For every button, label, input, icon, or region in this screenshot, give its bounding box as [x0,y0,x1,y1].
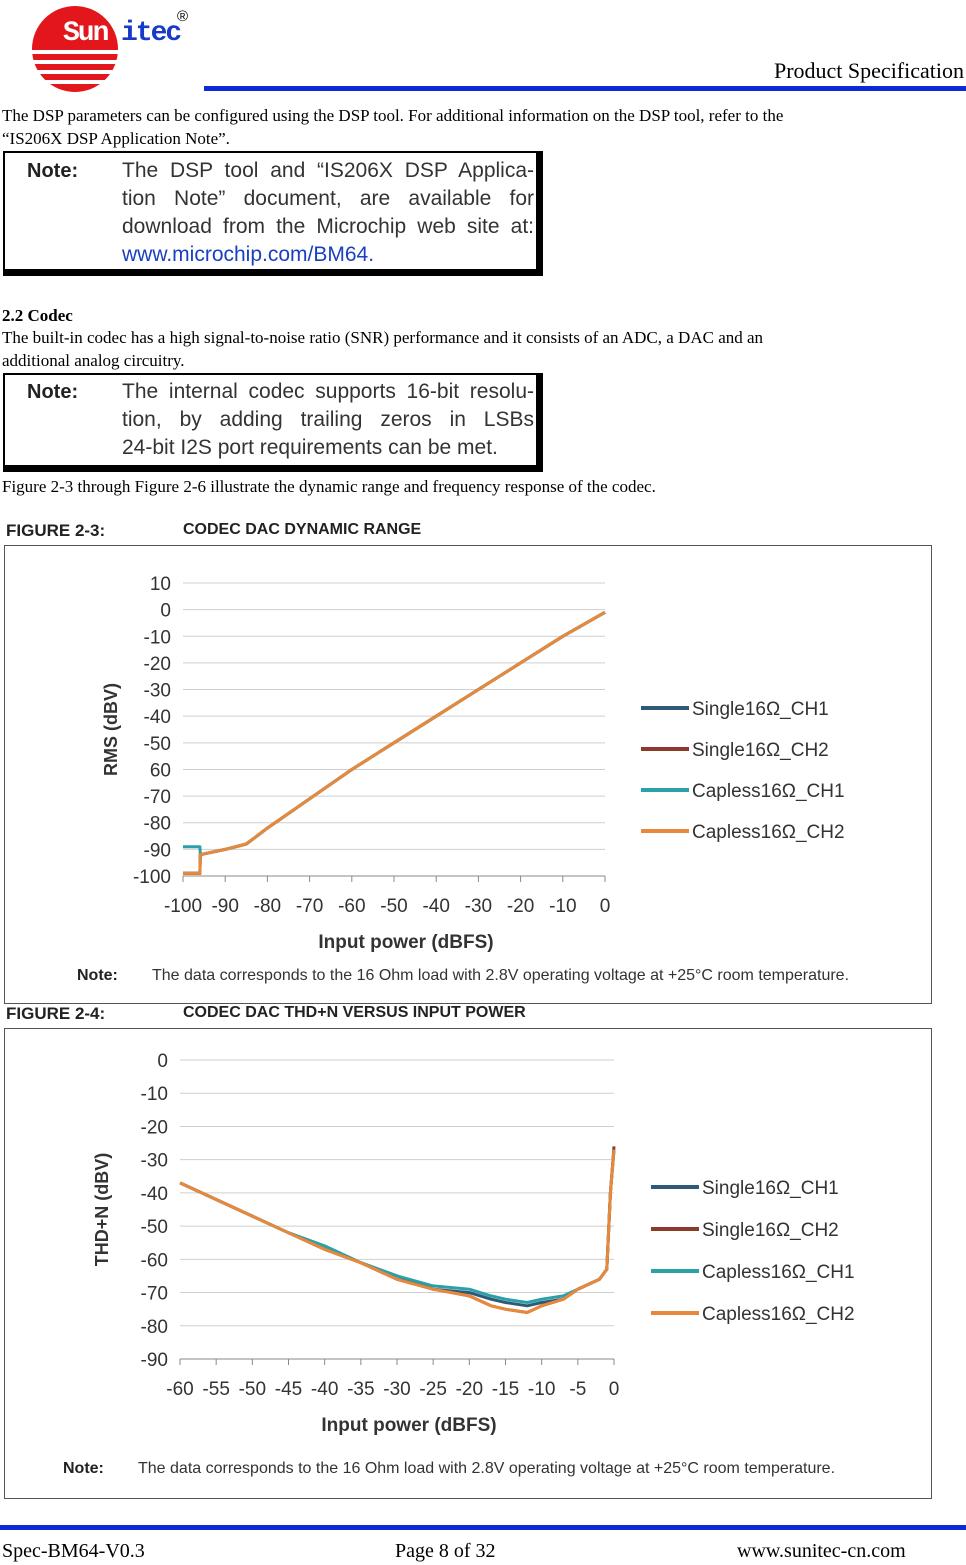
note-line: download from the Microchip web site at: [122,215,534,238]
x-tick-label: 0 [599,896,611,917]
footer-page: Page 8 of 32 [395,1540,496,1562]
series-line [180,1150,614,1306]
x-tick-label: -25 [419,1379,447,1400]
x-tick-label: -5 [569,1379,587,1400]
note-box-dsp [3,151,543,276]
legend-label: Capless16Ω_CH2 [702,1304,855,1325]
chart-thd-n [5,1029,930,1449]
y-tick-label: -70 [143,787,171,809]
series-line [180,1150,614,1313]
y-tick-label: -20 [143,653,171,675]
x-tick-label: -90 [211,896,239,917]
figure-note-text: The data corresponds to the 16 Ohm load with 2.8V operating voltage at +25°C room temperature. [152,967,850,984]
y-tick-label: -10 [143,627,171,649]
y-tick-label: -40 [143,707,171,729]
microchip-link[interactable]: www.microchip.com/BM64. [122,243,375,266]
x-tick-label: -30 [383,1379,411,1400]
note-line: tion, by adding trailing zeros in LSBs [122,408,534,431]
y-tick-label: 0 [157,1051,168,1072]
legend-label: Single16Ω_CH1 [692,699,829,720]
series-line [180,1146,614,1312]
codec-line-2: additional analog circuitry. [2,351,185,370]
note-label: Note: [27,381,79,403]
y-tick-label: -80 [143,813,171,835]
figure-2-4-title: CODEC DAC THD+N VERSUS INPUT POWER [183,1004,526,1021]
logo [30,6,200,92]
legend-label: Capless16Ω_CH1 [702,1262,855,1283]
y-tick-label: -100 [132,867,171,888]
x-tick-label: -20 [506,896,535,917]
legend-label: Capless16Ω_CH2 [692,822,845,843]
y-axis-title: RMS (dBV) [101,683,121,776]
y-tick-label: 0 [160,600,171,622]
y-tick-label: -10 [140,1084,168,1106]
figure-2-4-frame [4,1028,932,1499]
intro-line-2: “IS206X DSP Application Note”. [2,129,230,148]
y-tick-label: -50 [143,733,171,755]
note-box-codec [3,373,543,472]
note-text [122,157,534,269]
x-tick-label: -80 [253,896,282,917]
y-tick-label: -40 [140,1183,168,1205]
footer-rule [0,1525,966,1530]
header-rule [204,86,966,91]
y-tick-label: -30 [143,680,171,702]
figure-note-label: Note: [77,967,118,984]
figure-2-4-number: FIGURE 2-4: [6,1004,106,1023]
intro-line-1: The DSP parameters can be configured using the DSP tool. For additional information on the DSP tool, refer to the [2,106,784,125]
legend-label: Capless16Ω_CH1 [692,781,845,802]
note-text [122,378,534,462]
footer-url[interactable]: www.sunitec-cn.com [737,1540,906,1562]
figure-2-3-title: CODEC DAC DYNAMIC RANGE [183,521,422,538]
x-tick-label: -20 [455,1379,484,1400]
figure-note-text: The data corresponds to the 16 Ohm load with 2.8V operating voltage at +25°C room temperature. [138,1460,836,1477]
y-tick-label: -90 [143,840,171,862]
x-tick-label: -15 [491,1379,520,1400]
x-tick-label: 0 [608,1379,620,1400]
x-tick-label: -70 [295,896,324,917]
figures-intro: Figure 2-3 through Figure 2-6 illustrate the dynamic range and frequency response of the codec. [2,477,656,496]
x-tick-label: -45 [274,1379,303,1400]
x-tick-label: -60 [338,896,366,917]
figure-2-3-number: FIGURE 2-3: [6,521,106,540]
codec-line-1: The built-in codec has a high signal-to-noise ratio (SNR) performance and it consists of an ADC, a DAC and an [2,328,764,347]
note-line: The internal codec supports 16-bit resolu- [122,380,534,403]
y-tick-label: -60 [140,1250,168,1272]
note-line: The DSP tool and “IS206X DSP Applica- [122,159,534,182]
y-tick-label: 10 [149,574,171,595]
y-tick-label: -20 [140,1117,168,1139]
x-tick-label: -30 [464,896,493,917]
figure-2-3-note [77,967,850,985]
x-tick-label: -55 [202,1379,230,1400]
note-line: 24-bit I2S port requirements can be met. [122,436,498,459]
legend-label: Single16Ω_CH2 [692,740,829,761]
y-tick-label: -70 [140,1283,168,1305]
x-tick-label: -10 [549,896,577,917]
x-tick-label: -50 [380,896,408,917]
x-tick-label: -35 [347,1379,375,1400]
x-tick-label: -10 [527,1379,556,1400]
note-line: tion Note” document, are available for [122,187,534,210]
figure-2-4-note [63,1460,836,1478]
x-tick-label: -100 [163,896,203,917]
x-axis-title: Input power (dBFS) [321,1415,497,1436]
legend-label: Single16Ω_CH2 [702,1220,839,1241]
y-tick-label: -90 [140,1350,168,1371]
x-tick-label: -60 [166,1379,194,1400]
logo-registered: ® [177,8,189,25]
y-tick-label: -30 [140,1150,168,1172]
y-tick-label: -50 [140,1217,168,1239]
logo-itec: itec [121,18,181,49]
footer-spec: Spec-BM64-V0.3 [2,1540,145,1562]
figure-2-3-frame [4,545,932,1004]
section-heading-codec: 2.2 Codec [2,306,73,325]
x-tick-label: -50 [238,1379,267,1400]
x-tick-label: -40 [310,1379,339,1400]
logo-sun: Sun [63,18,108,49]
note-label: Note: [27,160,79,182]
legend-label: Single16Ω_CH1 [702,1178,839,1199]
y-tick-label: -80 [140,1316,168,1338]
product-spec-title: Product Specification [773,58,964,83]
y-axis-title: THD+N (dBV) [92,1152,112,1267]
x-axis-title: Input power (dBFS) [318,932,494,953]
chart-dynamic-range [5,546,930,956]
y-tick-label: 60 [149,760,171,782]
figure-note-label: Note: [63,1460,104,1477]
x-tick-label: -40 [422,896,450,917]
